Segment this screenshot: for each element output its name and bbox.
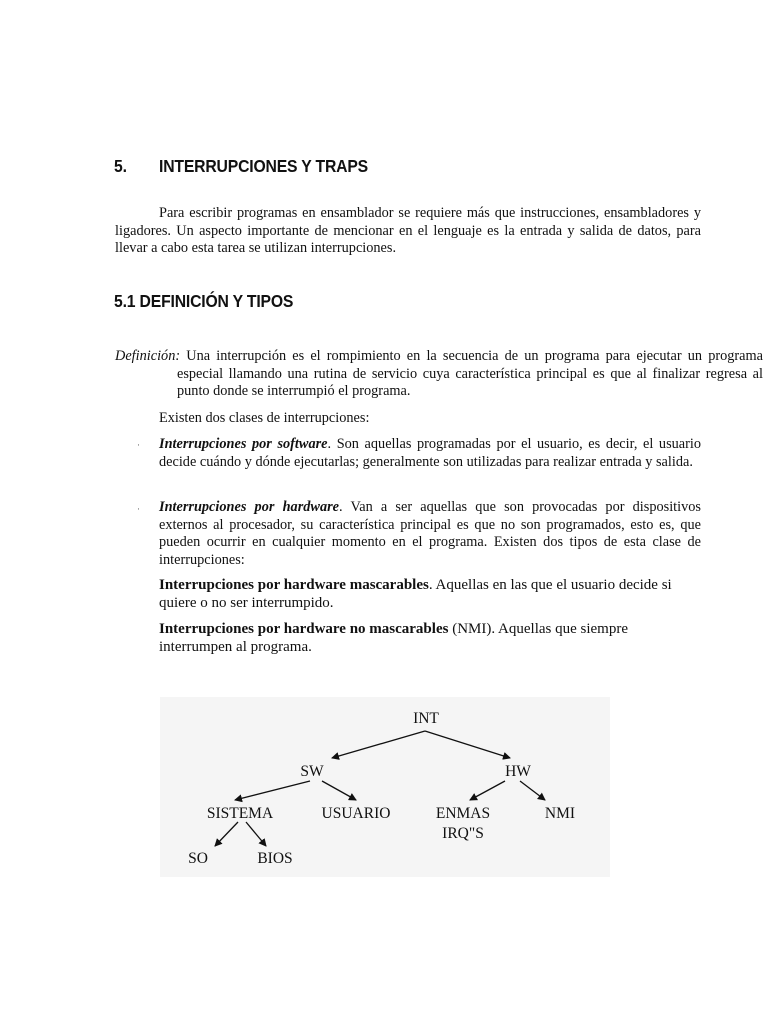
section-number: 5. bbox=[114, 156, 127, 176]
interrupt-tree-diagram bbox=[160, 697, 610, 877]
bullet-marker: · bbox=[137, 504, 140, 514]
definition-paragraph bbox=[115, 348, 763, 401]
bullet-marker: · bbox=[137, 440, 140, 450]
node-usuario: USUARIO bbox=[321, 805, 391, 822]
node-so: SO bbox=[188, 850, 208, 867]
bullet-software-term: Interrupciones por software bbox=[159, 436, 328, 452]
node-enmas: ENMAS bbox=[435, 805, 491, 822]
bullet-hardware bbox=[159, 499, 701, 569]
bullet-hardware-text: . Van a ser aquellas que son provocadas por dispositivos externos al procesador, su característica principal es que no son programados, esto es, que pueden ocurrir en cualquier momento en el programa. Existen dos tipos de esta clase de interrupciones: bbox=[159, 499, 701, 568]
node-nmi: NMI bbox=[544, 805, 576, 822]
node-bios: BIOS bbox=[257, 850, 293, 867]
node-sw: SW bbox=[300, 763, 324, 780]
node-sistema: SISTEMA bbox=[206, 805, 274, 822]
subsection-title: 5.1 DEFINICIÓN Y TIPOS bbox=[114, 291, 294, 311]
bullet-software bbox=[159, 436, 701, 471]
definition-label: Definición: bbox=[115, 348, 181, 364]
subtype-no-mascarables bbox=[159, 621, 659, 656]
subtype-mascarables bbox=[159, 577, 689, 612]
subtype-mascarables-text: . Aquellas en las que el usuario decide si quiere o no ser interrumpido. bbox=[159, 577, 672, 611]
section-title: INTERRUPCIONES Y TRAPS bbox=[159, 156, 368, 176]
subtype-no-mascarables-text: (NMI). Aquellas que siempre interrumpen al programa. bbox=[159, 621, 628, 655]
node-int: INT bbox=[413, 710, 439, 727]
classes-intro: Existen dos clases de interrupciones: bbox=[159, 410, 370, 426]
diagram-background bbox=[160, 697, 610, 877]
subtype-no-mascarables-term: Interrupciones por hardware no mascarables bbox=[159, 621, 449, 637]
definition-text: Una interrupción es el rompimiento en la secuencia de un programa para ejecutar un programa especial llamando una rutina de servicio cuya característica principal es que al finalizar regresa al punto donde se interrumpió el programa. bbox=[177, 348, 763, 400]
bullet-hardware-term: Interrupciones por hardware bbox=[159, 499, 340, 515]
node-hw: HW bbox=[505, 763, 531, 780]
node-irqs: IRQ"S bbox=[442, 825, 484, 842]
bullet-software-text: . Son aquellas programadas por el usuario, es decir, el usuario decide cuándo y dónde ejecutarlas; generalmente son utilizadas para realizar entrada y salida. bbox=[159, 436, 702, 470]
subtype-mascarables-term: Interrupciones por hardware mascarables bbox=[159, 577, 429, 593]
intro-paragraph: Para escribir programas en ensamblador se requiere más que instrucciones, ensambladores y ligadores. Un aspecto importante de mencionar en el lenguaje es la entrada y salida de datos, para llevar a cabo esta tarea se utilizan interrupciones. bbox=[115, 205, 701, 257]
